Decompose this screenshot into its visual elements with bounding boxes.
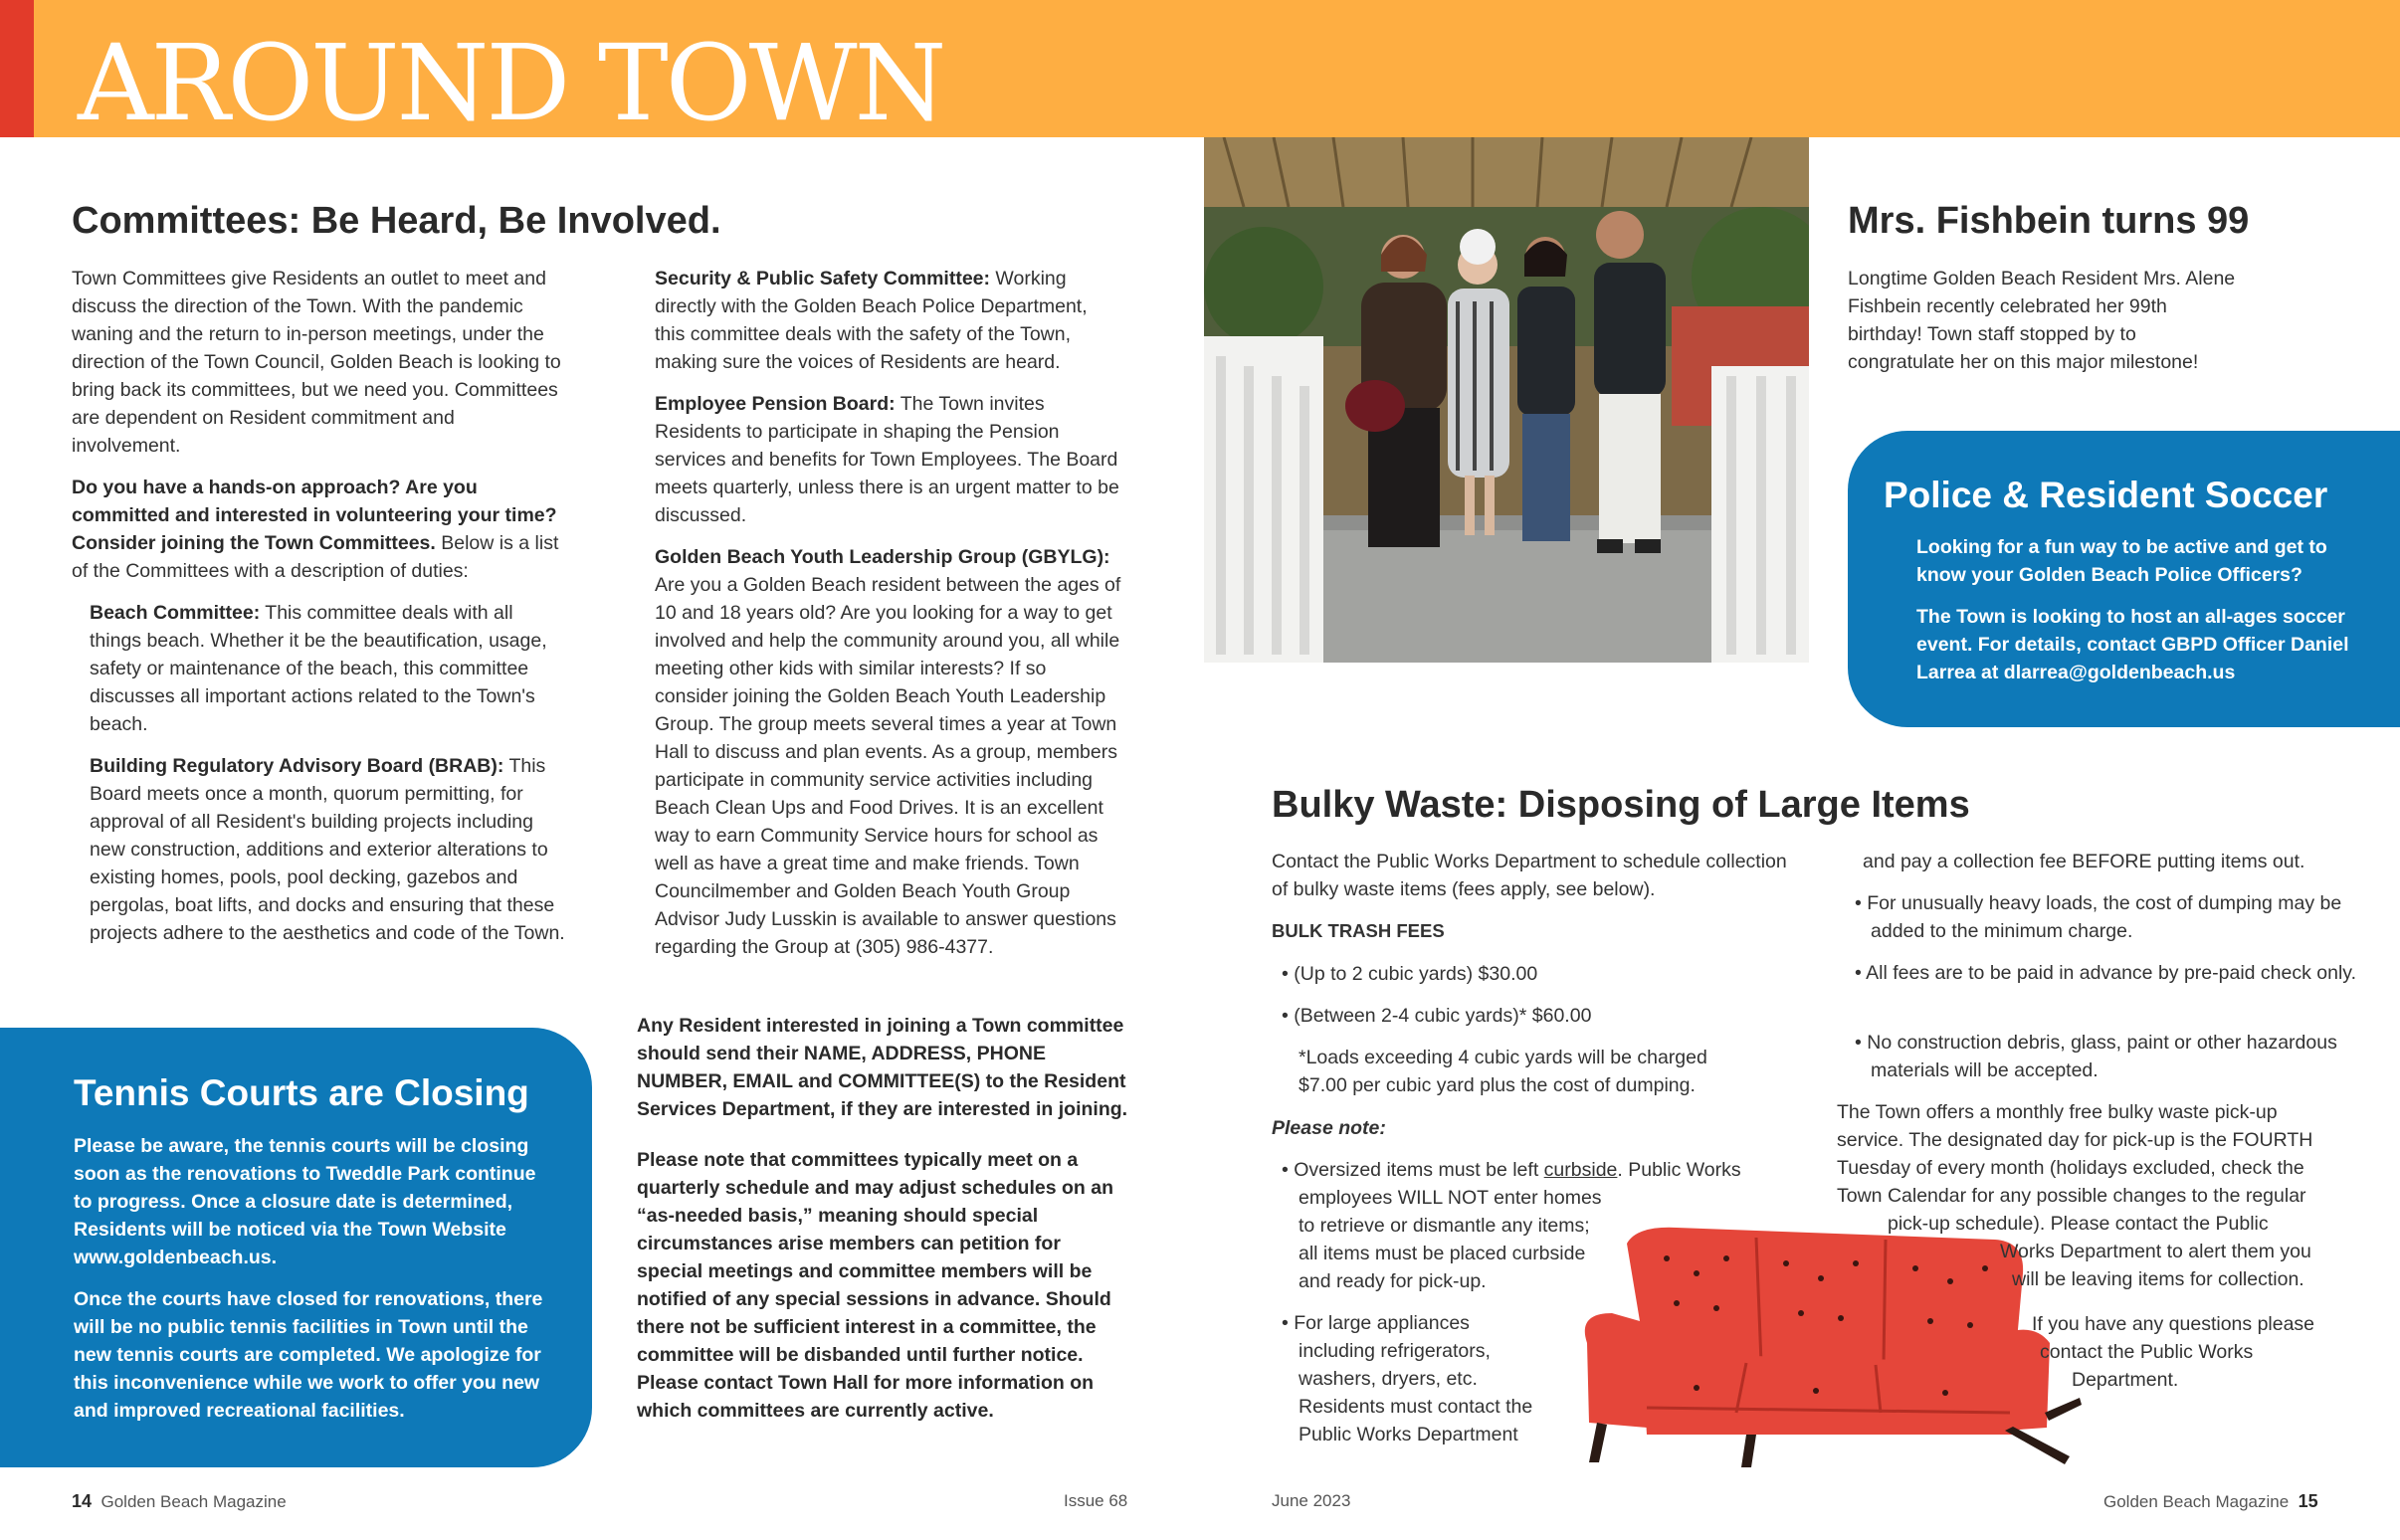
magazine-name-right: Golden Beach Magazine — [2103, 1492, 2290, 1511]
note-bullet-3: • For unusually heavy loads, the cost of dumping may be added to the minimum charge. — [1855, 892, 2342, 942]
tennis-title: Tennis Courts are Closing — [74, 1072, 529, 1113]
committees-intro: Town Committees give Residents an outlet to meet and discuss the direction of the Town. With the pandemic waning and the return to in-person meetings, under the direction of the Town Council, Golden Beach is looking to bring back its committees, but we need you. Committees are dependent on Resident commitment and involvement. — [72, 268, 561, 457]
committees-title: Committees: Be Heard, Be Involved. — [72, 200, 721, 242]
page-number-left: 14 — [72, 1491, 93, 1511]
soccer-text — [1916, 533, 2352, 686]
note-bullet-2: • For large appliances including refrigerators, washers, dryers, etc. Residents must contact the Public Works Department — [1282, 1312, 1533, 1445]
footer-right — [2103, 1490, 2318, 1513]
header-red-strip — [0, 0, 34, 137]
committees-column-1 — [72, 265, 565, 947]
fishbein-birthday-photo — [1204, 137, 1809, 663]
note-bullet-2-continued: and pay a collection fee BEFORE putting items out. — [1863, 851, 2305, 872]
bulky-waste-title: Bulky Waste: Disposing of Large Items — [1272, 784, 1970, 826]
fee-item-2: • (Between 2-4 cubic yards)* $60.00 — [1282, 1005, 1592, 1027]
gbylg-committee: Golden Beach Youth Leadership Group (GBYLG): Are you a Golden Beach resident between the ages of 10 and 18 years old? Are you looking for a way to get involved and help the community around you, all while meeting other kids with similar interests? If so consider joining the Golden Beach Youth Leadership Group. The group meets several times a year at Town Hall to discuss and plan events. As a group, members participate in community service activities including Beach Clean Ups and Food Drives. It is an excellent way to earn Community Service hours for school as well as have a great time and make friends. Town Councilmember and Golden Beach Youth Group Advisor Judy Lusskin is available to answer questions regarding the Group at (305) 986-4377. — [655, 546, 1121, 958]
page-title: AROUND TOWN — [78, 22, 944, 144]
page-number-right: 15 — [2298, 1491, 2318, 1511]
magazine-name-left: Golden Beach Magazine — [100, 1492, 287, 1511]
security-committee: Security & Public Safety Committee: Working directly with the Golden Beach Police Department, this committee deals with the safety of the Town, making sure the voices of Residents are heard. — [655, 268, 1088, 373]
bulk-fees-heading: BULK TRASH FEES — [1272, 920, 1445, 941]
brab-committee: Building Regulatory Advisory Board (BRAB): This Board meets once a month, quorum permitting, for approval of all Resident's building projects including new construction, additions and exterior alterations to existing homes, pools, pool decking, gazebos and pergolas, boat lifts, and docks and ensuring that these projects adhere to the aesthetics and code of the Town. — [90, 755, 565, 944]
beach-committee: Beach Committee: This committee deals with all things beach. Whether it be the beautification, usage, safety or maintenance of the beach, this committee discusses all important actions related to the Town's beach. — [90, 602, 547, 735]
committees-join-text: Any Resident interested in joining a Town committee should send their NAME, ADDRESS, PHONE NUMBER, EMAIL and COMMITTEE(S) to the Resident Services Department, if they are interested in joining. — [637, 1015, 1128, 1120]
pension-board: Employee Pension Board: The Town invites Residents to participate in shaping the Pension services and benefits for Town Employees. The Board meets quarterly, unless there is an urgent matter to be discussed. — [655, 393, 1119, 526]
fishbein-text: Longtime Golden Beach Resident Mrs. Alene Fishbein recently celebrated her 99th birthday! Town staff stopped by to congratulate her on this major milestone! — [1848, 268, 2236, 373]
fishbein-title: Mrs. Fishbein turns 99 — [1848, 200, 2250, 242]
fee-footnote: *Loads exceeding 4 cubic yards will be charged $7.00 per cubic yard plus the cost of dumping. — [1299, 1047, 1707, 1096]
footer-left — [72, 1490, 287, 1513]
tennis-paragraph-2: Once the courts have closed for renovations, there will be no public tennis facilities in Town until the new tennis courts are completed. We apologize for this inconvenience while we work to offer you new and improved recreational facilities. — [74, 1288, 543, 1422]
committees-note-text: Please note that committees typically meet on a quarterly schedule and may adjust schedules on an “as-needed basis,” meaning should special circumstances arise members can petition for special meetings and committee members will be notified of any special sessions in advance. Should there not be sufficient interest in a committee, the committee will be disbanded until further notice. Please contact Town Hall for more information on which committees are currently active. — [637, 1149, 1113, 1422]
bulky-intro: Contact the Public Works Department to schedule collection of bulky waste items (fees apply, see below). — [1272, 851, 1787, 900]
committees-column-2 — [655, 265, 1122, 961]
monthly-pickup-text: The Town offers a monthly free bulky waste pick-up service. The designated day for pick-up is the FOURTH Tuesday of every month (holidays excluded, check the Town Calendar for any possible changes to the regular pick-up schedule). Please contact the Public Works Department to alert them you will be leaving items for collection. — [1837, 1101, 2313, 1290]
tennis-text — [74, 1132, 551, 1425]
note-bullet-1: • Oversized items must be left curbside. Public Works employees WILL NOT enter homes to retrieve or dismantle any items; all items must be placed curbside and ready for pick-up. — [1282, 1159, 1741, 1292]
soccer-paragraph-2: The Town is looking to host an all-ages soccer event. For details, contact GBPD Officer Daniel Larrea at dlarrea@goldenbeach.us — [1916, 606, 2349, 683]
soccer-paragraph-1: Looking for a fun way to be active and get to know your Golden Beach Police Officers? — [1916, 536, 2327, 586]
committees-question: Do you have a hands-on approach? Are you committed and interested in volunteering your time? Consider joining the Town Committees. Below is a list of the Committees with a description of duties: — [72, 477, 559, 582]
fee-item-1: • (Up to 2 cubic yards) $30.00 — [1282, 963, 1538, 985]
soccer-title: Police & Resident Soccer — [1884, 475, 2328, 515]
please-note-label: Please note: — [1272, 1117, 1386, 1139]
footer-date: June 2023 — [1272, 1491, 1351, 1510]
questions-text: If you have any questions please contact the Public Works Department. — [2032, 1313, 2315, 1391]
tennis-paragraph-1: Please be aware, the tennis courts will be closing soon as the renovations to Tweddle Park continue to progress. Once a closure date is determined, Residents will be noticed via the Town Website www.goldenbeach.us. — [74, 1135, 536, 1268]
note-bullet-5: • No construction debris, glass, paint or other hazardous materials will be accepted. — [1855, 1032, 2337, 1081]
note-bullet-4: • All fees are to be paid in advance by pre-paid check only. — [1855, 962, 2357, 984]
footer-issue: Issue 68 — [1064, 1491, 1128, 1510]
